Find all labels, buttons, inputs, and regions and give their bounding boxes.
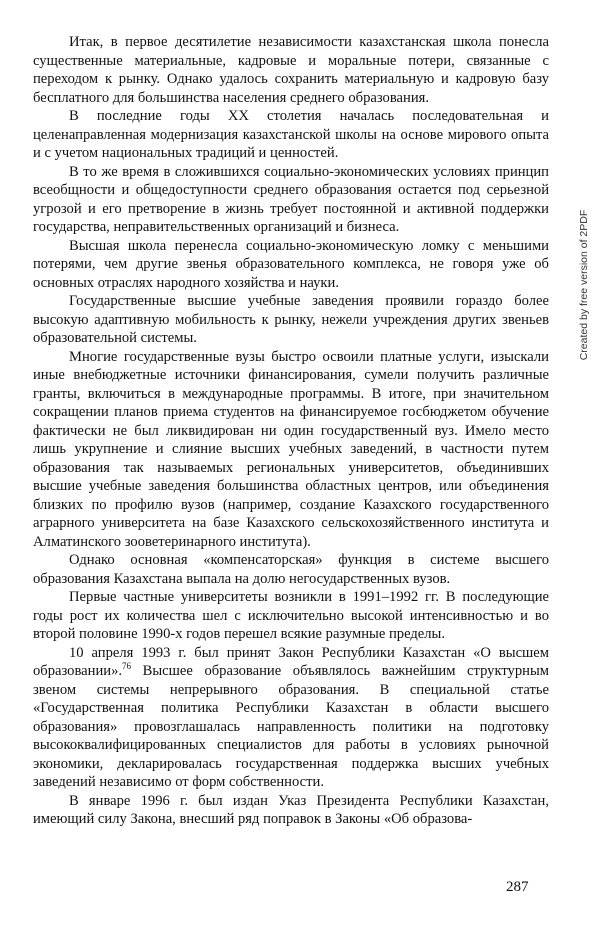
paragraph-education-accessibility: В то же время в сложившихся социально-экономических условиях принцип всеобщности и общедоступности среднего образования остается под серьезной угрозой и его претворение в жизнь требует постоянной и активной поддержки государства, неправительственных организаций и бизнеса. <box>33 163 549 235</box>
paragraph-presidential-decree: В январе 1996 г. был издан Указ Президента Республики Казахстан, имеющий силу Закона, внесший ряд поправок в Законы «Об образова- <box>33 792 549 827</box>
paragraph-state-universities-funding: Многие государственные вузы быстро освоили платные услуги, изыскали иные внебюджетные источники финансирования, сумели получить различные гранты, включиться в международные программы. В итоге, при значительном сокращении планов приема студентов на финансируемое госбюджетом обучение фактически не был ликвидирован ни один государственный вуз. Имело место лишь укрупнение и слияние высших учебных заведений, в частности путем образования так называемых региональных университетов, объединивших высшие учебные заведения большинства областных центров, или объединения близких по профилю вузов (например, создание Казахского государственного аграрного университета на базе Казахского сельскохозяйственного института и Алматинского зооветеринарного института). <box>33 348 549 550</box>
law-text-continuation: Высшее образование объявлялось важнейшим структурным звеном системы непрерывного образования. В специальной статье «Государственная политика Республики Казахстан в области высшего образования» провозглашалась направленность политики на подготовку высококвалифицированных специалистов для работы в условиях рыночной экономики, декларировалась государственная поддержка высших учебных заведений независимо от форм собственности. <box>33 663 549 790</box>
paragraph-school-losses: Итак, в первое десятилетие независимости казахстанская школа понесла существенные материальные, кадровые и моральные потери, связанные с переходом к рынку. Однако удалось сохранить материальную и кадровую базу бесплатного для большинства населения среднего образования. <box>33 34 549 106</box>
footnote-reference: 76 <box>122 661 132 672</box>
paragraph-private-universities: Первые частные университеты возникли в 1991–1992 гг. В последующие годы рост их количества шел с исключительно высокой интенсивностью и во второй половине 1990-х годов перешел всякие разумные пределы. <box>33 589 549 642</box>
paragraph-higher-school-losses: Высшая школа перенесла социально-экономическую ломку с меньшими потерями, чем другие звенья образовательного комплекса, не говоря уже об основных отраслях народного хозяйства и науки. <box>33 237 549 291</box>
paragraph-nonstate-universities: Однако основная «компенсаторская» функция в системе высшего образования Казахстана выпала на долю негосударственных вузов. <box>33 552 549 587</box>
paragraph-school-modernization: В последние годы XX столетия началась последовательная и целенаправленная модернизация казахстанской школы на основе мирового опыта и с учетом национальных традиций и ценностей. <box>33 108 549 161</box>
page-number: 287 <box>506 879 529 895</box>
law-text-start: 10 апреля 1993 г. был принят Закон Республики Казахстан «О высшем образовании». <box>33 644 549 679</box>
pdf-watermark: Created by free version of 2PDF <box>578 209 590 361</box>
paragraph-state-universities-mobility: Государственные высшие учебные заведения проявили гораздо более высокую адаптивную мобильность к рынку, нежели учреждения других звеньев образовательной системы. <box>33 293 549 346</box>
body-text <box>33 33 549 829</box>
paragraph-higher-education-law <box>33 644 549 792</box>
